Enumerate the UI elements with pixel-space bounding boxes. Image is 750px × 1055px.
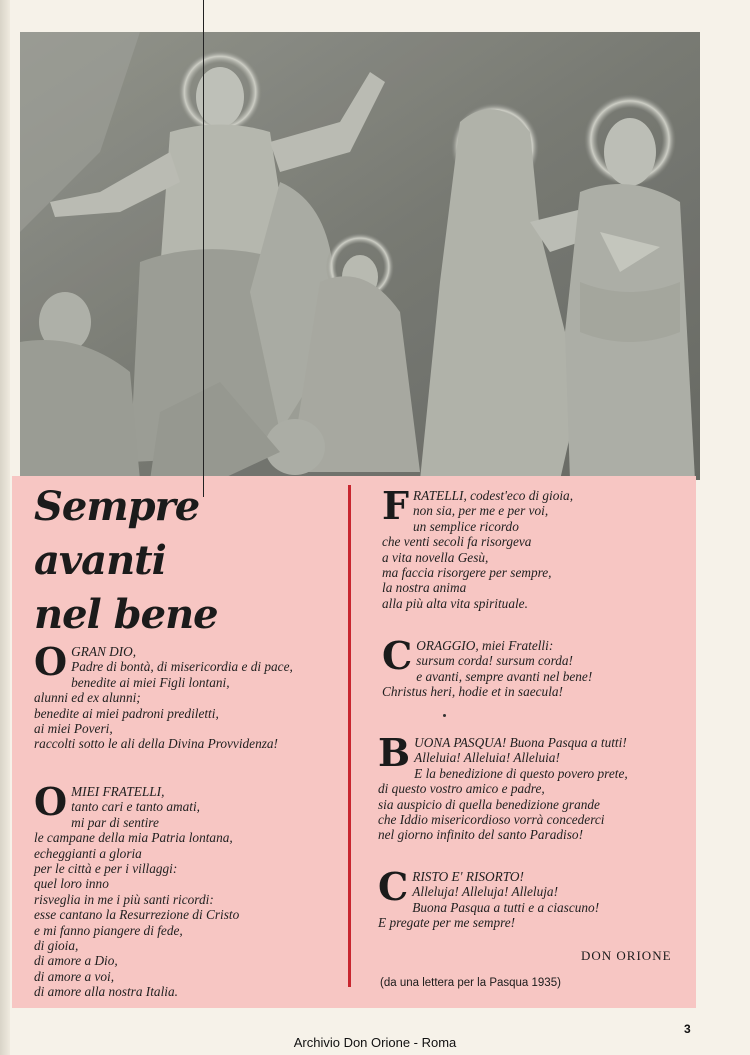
text-line: per le città e per i villaggi: — [34, 861, 178, 877]
text-line: alla più alta vita spirituale. — [382, 595, 528, 611]
text-line: raccolti sotto le ali della Divina Provvidenza! — [34, 736, 278, 752]
drop-cap: F — [382, 483, 409, 528]
paragraph-fratelli — [382, 483, 692, 611]
paragraph-buona-pasqua — [378, 730, 694, 843]
text-line: E pregate per me sempre! — [378, 915, 516, 931]
text-line: che Iddio misericordioso vorrà concederci — [378, 812, 605, 828]
vertical-rule — [203, 0, 204, 497]
source-note: (da una lettera per la Pasqua 1935) — [380, 977, 561, 989]
text-line: Buona Pasqua a tutti e a ciascuno! — [412, 899, 600, 915]
text-line: e avanti, sempre avanti nel bene! — [416, 668, 593, 684]
drop-cap: O — [34, 639, 68, 684]
page-number: 3 — [684, 1022, 691, 1036]
text-line: GRAN DIO, — [71, 644, 137, 659]
paragraph-o-gran-dio — [34, 639, 344, 752]
paragraph-coraggio — [382, 633, 692, 700]
text-line: ORAGGIO, miei Fratelli: — [416, 638, 554, 653]
drop-cap: C — [382, 633, 413, 678]
stone-relief-image — [20, 32, 700, 480]
text-line: alunni ed ex alunni; — [34, 690, 141, 706]
text-line: Alleluja! Alleluja! Alleluja! — [412, 884, 558, 900]
title-line-3: nel bene — [34, 591, 218, 638]
text-line: E la benedizione di questo povero prete, — [414, 765, 628, 781]
text-line: un semplice ricordo — [412, 518, 519, 534]
text-line: la nostra anima — [382, 580, 467, 596]
text-line: di gioia, — [34, 938, 79, 954]
text-line: e mi fanno piangere di fede, — [34, 922, 183, 938]
text-line: ai miei Poveri, — [34, 721, 113, 737]
paragraph-o-miei-fratelli — [34, 779, 344, 1000]
text-line: non sia, per me e per voi, — [412, 503, 549, 519]
signature: DON ORIONE — [581, 948, 672, 963]
text-line: tanto cari e tanto amati, — [71, 799, 201, 815]
text-line: di amore a Dio, — [34, 953, 118, 969]
text-line: sursum corda! sursum corda! — [416, 653, 573, 669]
text-line: RISTO E' RISORTO! — [412, 869, 524, 884]
column-divider — [348, 485, 351, 987]
text-line: esse cantano la Resurrezione di Cristo — [34, 907, 240, 923]
text-line: Christus heri, hodie et in saecula! — [382, 684, 563, 700]
page-title — [34, 480, 218, 642]
text-line: Alleluia! Alleluia! Alleluia! — [414, 750, 560, 766]
text-line: echeggianti a gloria — [34, 845, 142, 861]
text-line: ma faccia risorgere per sempre, — [382, 565, 552, 581]
text-line: di amore alla nostra Italia. — [34, 984, 178, 1000]
text-line: MIEI FRATELLI, — [71, 784, 165, 799]
text-line: a vita novella Gesù, — [382, 549, 489, 565]
text-line: sia auspicio di quella benedizione grande — [378, 796, 600, 812]
drop-cap: C — [378, 864, 409, 909]
text-line: di questo vostro amico e padre, — [378, 781, 545, 797]
title-line-2: avanti — [34, 537, 166, 584]
separator-dot — [443, 714, 446, 717]
text-line: UONA PASQUA! Buona Pasqua a tutti! — [414, 735, 627, 750]
paragraph-cristo-risorto — [378, 864, 694, 931]
page-binding-edge — [0, 0, 10, 1055]
drop-cap: B — [378, 730, 411, 775]
archive-footer: Archivio Don Orione - Roma — [293, 1035, 457, 1050]
drop-cap: O — [34, 779, 68, 824]
text-line: risveglia in me i più santi ricordi: — [34, 891, 214, 907]
relief-photo — [20, 32, 700, 480]
text-line: quel loro inno — [34, 876, 109, 892]
text-line: che venti secoli fa risorgeva — [382, 534, 532, 550]
text-line: mi par di sentire — [71, 814, 159, 830]
text-line: benedite ai miei padroni prediletti, — [34, 705, 219, 721]
title-line-1: Sempre — [34, 483, 200, 530]
text-line: RATELLI, codest'eco di gioia, — [412, 488, 574, 503]
text-line: benedite ai miei Figli lontani, — [71, 674, 230, 690]
text-line: Padre di bontà, di misericordia e di pace, — [71, 659, 293, 675]
text-line: nel giorno infinito del santo Paradiso! — [378, 827, 583, 843]
text-line: le campane della mia Patria lontana, — [34, 830, 233, 846]
text-line: di amore a voi, — [34, 968, 115, 984]
